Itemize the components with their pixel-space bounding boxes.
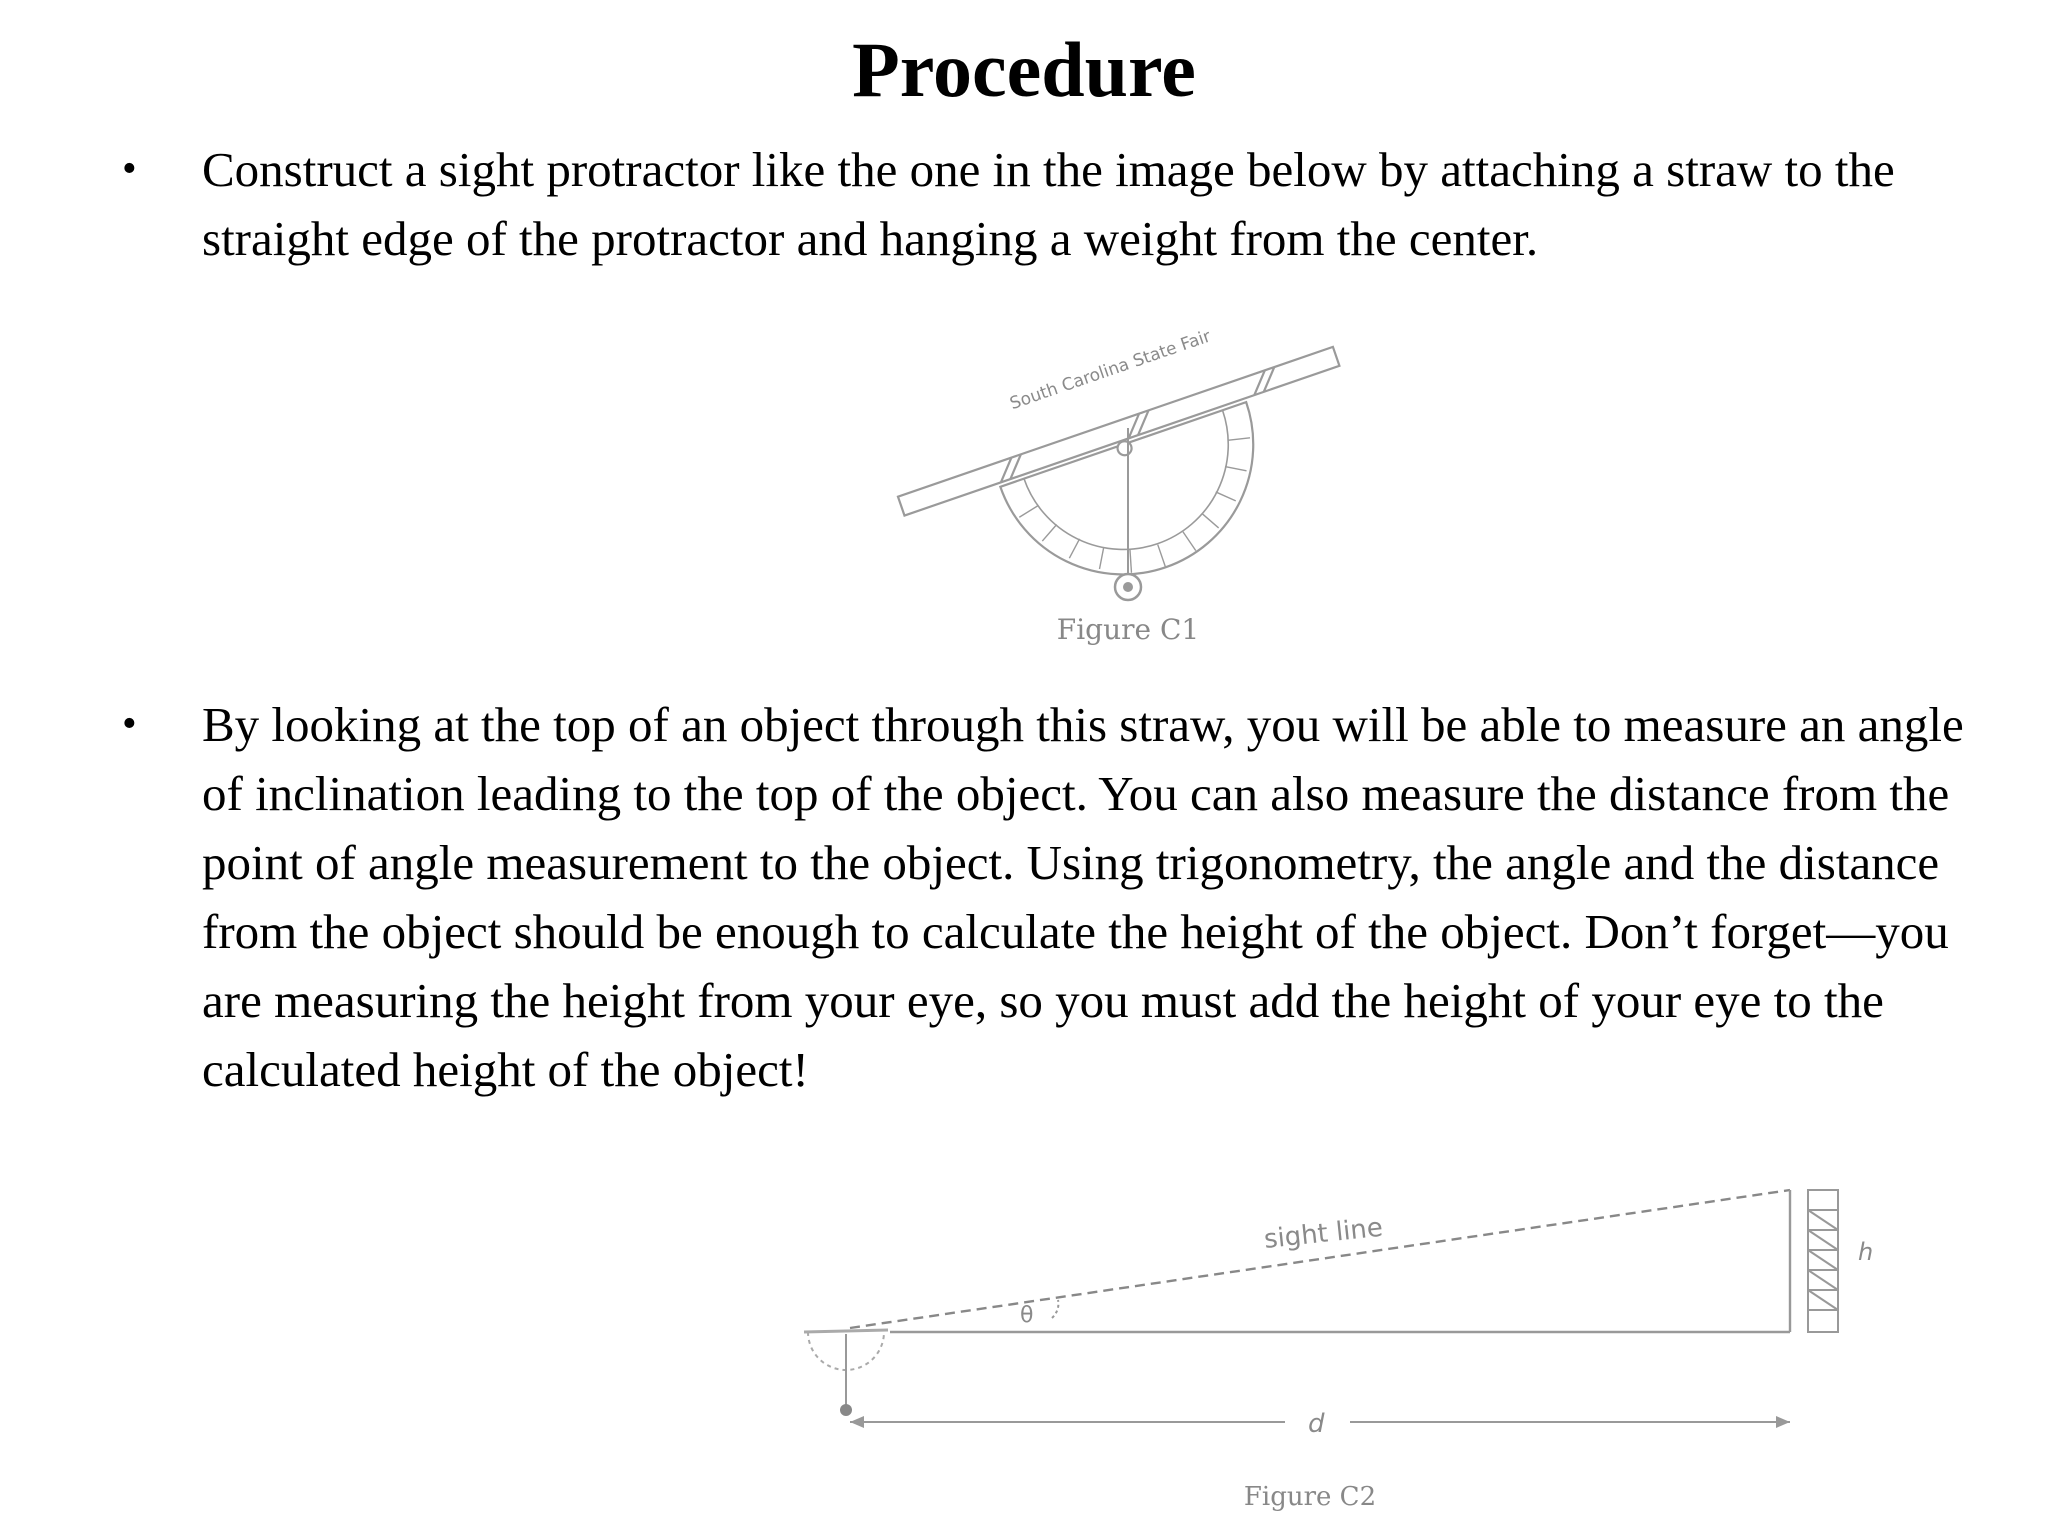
weight-center (1123, 582, 1133, 592)
bullet-text-construct: Construct a sight protractor like the one in the image below by attaching a straw to the straight edge of the protractor and hanging a weight from the center. (202, 142, 1895, 266)
observer-straw (804, 1330, 888, 1332)
figure-c2-caption: Figure C2 (1243, 1482, 1377, 1512)
angle-arc (1052, 1300, 1058, 1318)
figure-c1-sight-protractor (880, 285, 1360, 660)
distance-arrow-right-icon (1776, 1416, 1790, 1428)
figure-c2-sight-line-diagram (790, 1170, 1900, 1530)
bullet-marker: • (122, 146, 137, 192)
figure-c1-caption: Figure C1 (1056, 613, 1200, 646)
protractor-label: South Carolina State Fair (1007, 326, 1214, 415)
distance-label: d (1308, 1409, 1325, 1439)
angle-label: θ (1020, 1303, 1034, 1328)
sight-line-label: sight line (1262, 1212, 1385, 1255)
observer-weight-icon (840, 1404, 852, 1416)
sight-line (850, 1190, 1790, 1328)
tower-object (1808, 1190, 1838, 1332)
bullet-text-measure: By looking at the top of an object through this straw, you will be able to measure an angle of inclination leading to the top of the object. You can also measure the distance from the point of angle measurement to the object. Using trigonometry, the angle and the distance from the object should be enough to calculate the height of the object. Don’t forget—you are measuring the height from your eye, so you must add the height of your eye to the calculated height of the object! (202, 697, 1964, 1097)
distance-arrow-left-icon (850, 1416, 864, 1428)
bullet-marker: • (122, 701, 137, 747)
height-label: h (1858, 1238, 1874, 1266)
slide-title: Procedure (852, 26, 1196, 113)
